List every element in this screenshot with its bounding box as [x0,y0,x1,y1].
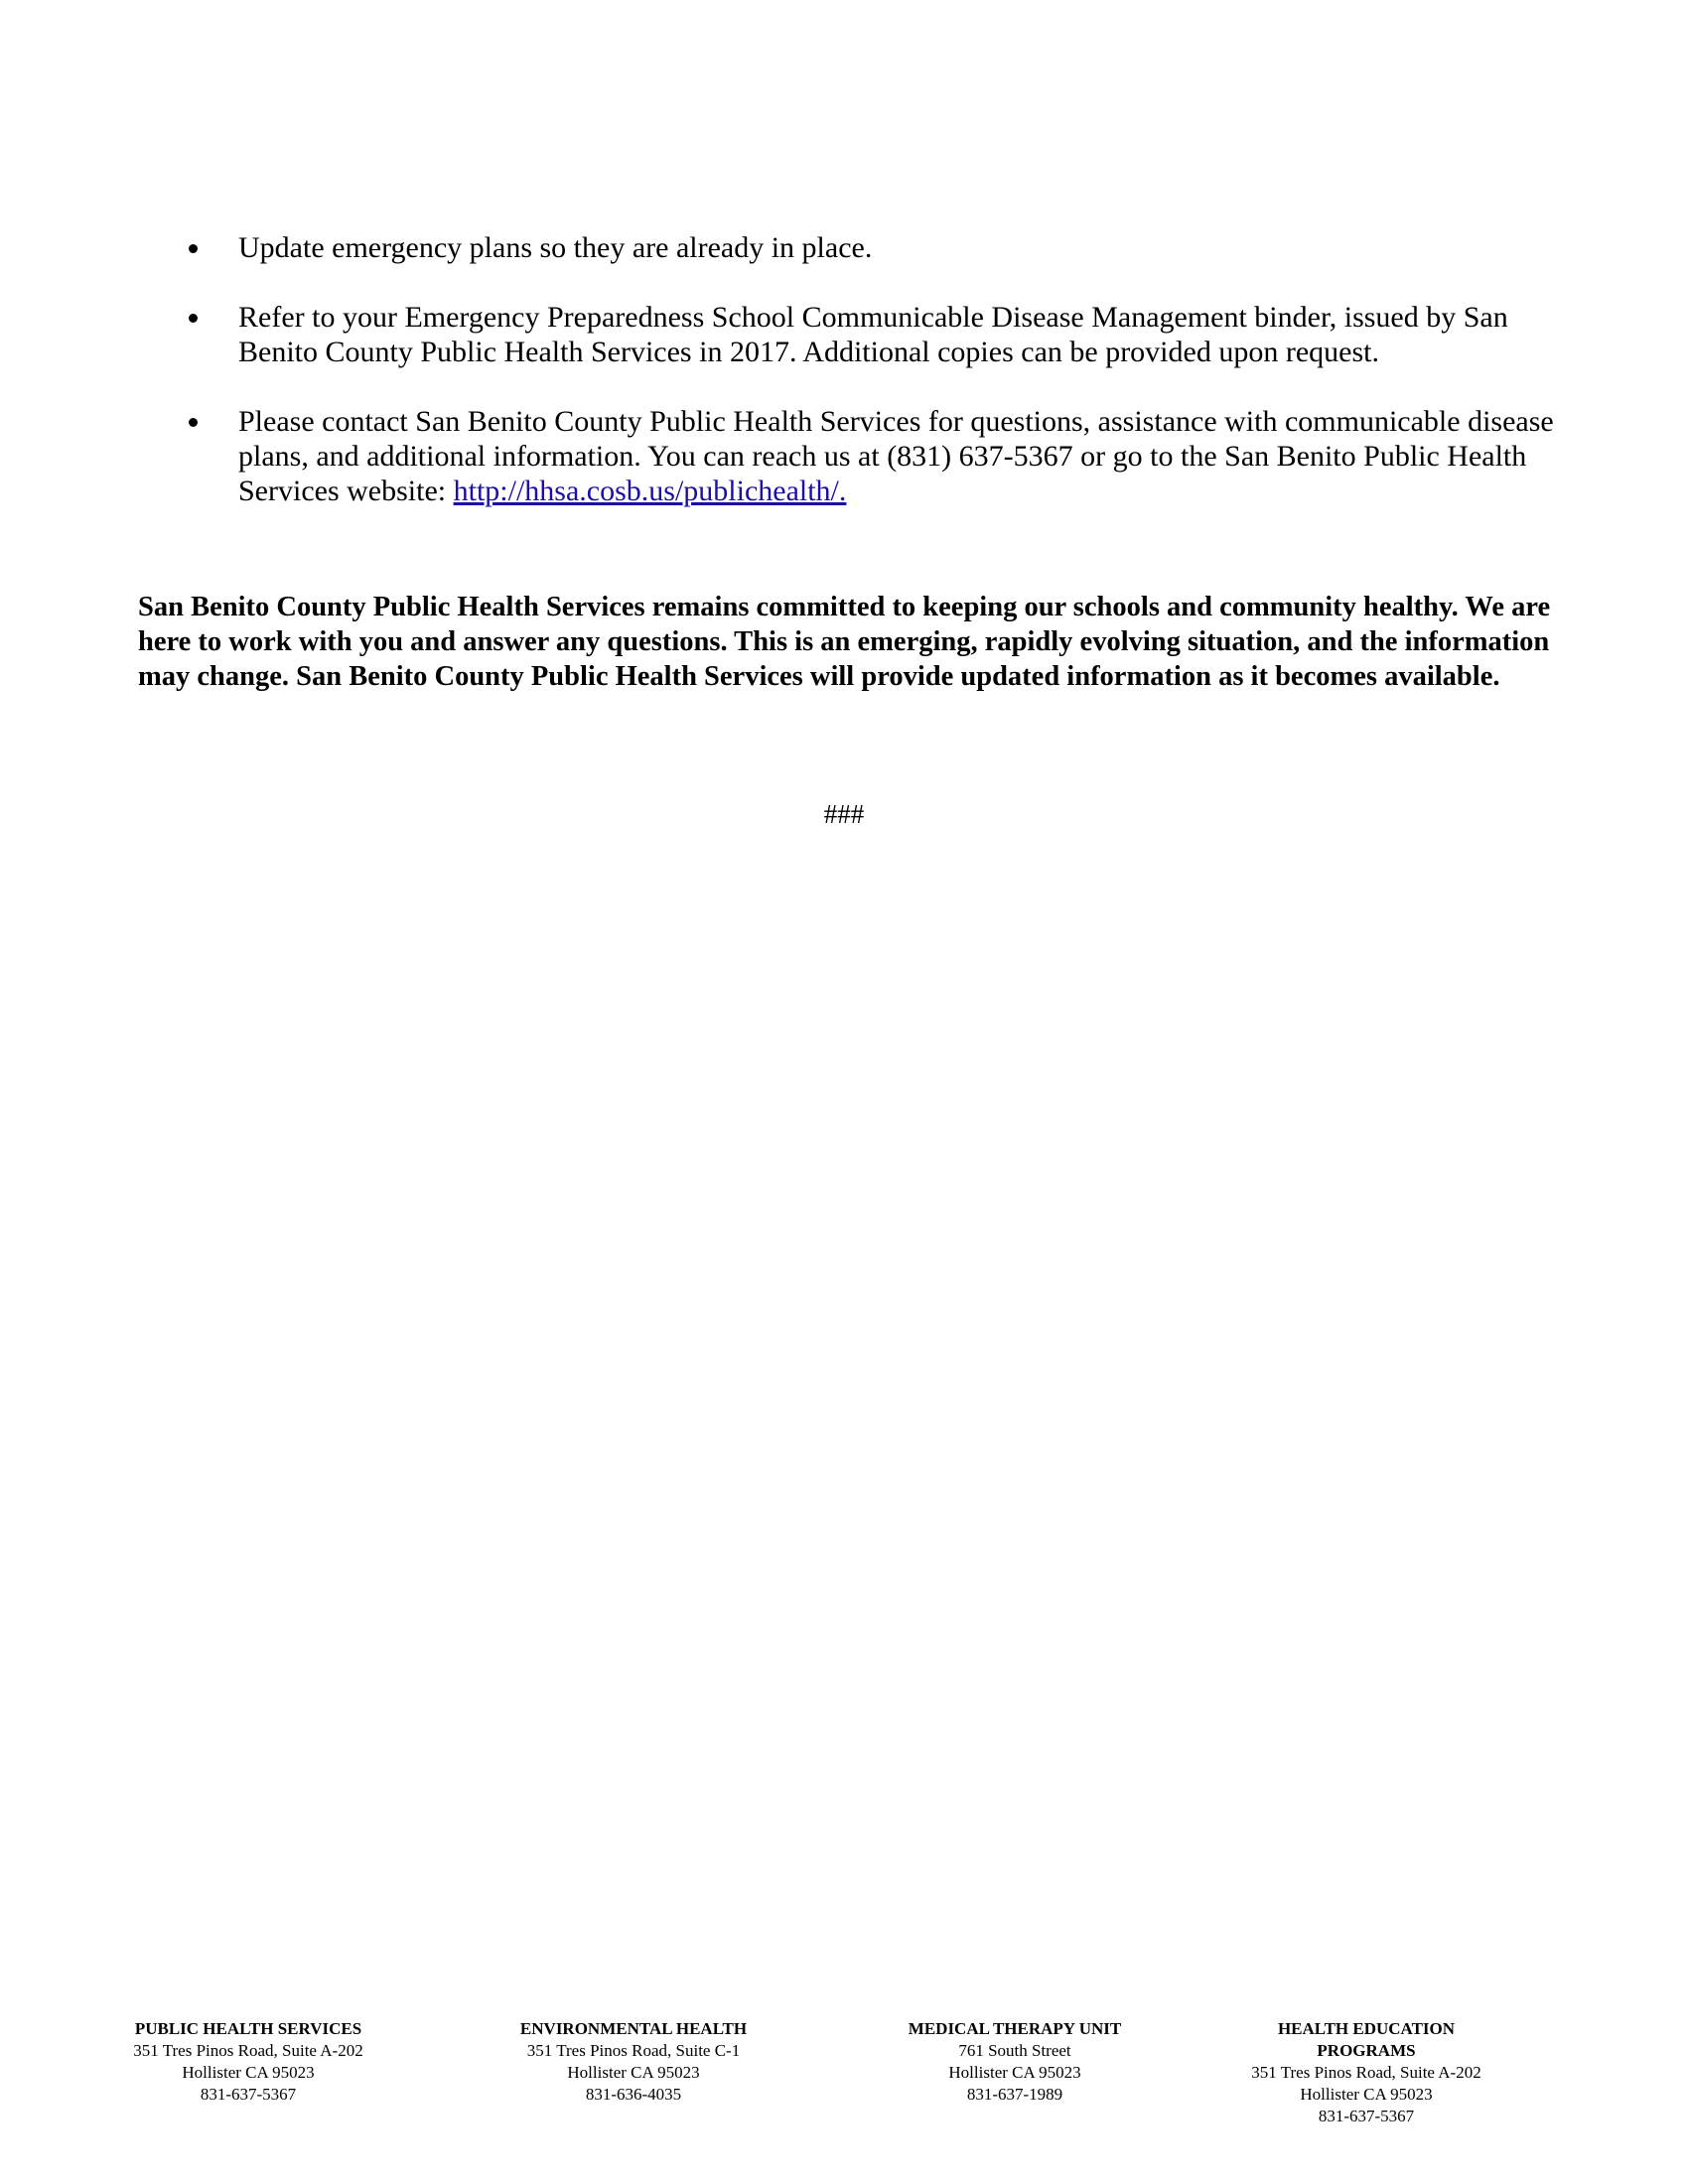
bullet-dot-icon [189,244,198,253]
bullet-dot-icon [189,418,198,427]
bullet-item-update-plans [189,230,1559,265]
footer-city: Hollister CA 95023 [1300,2085,1433,2104]
bullet-text: Refer to your Emergency Preparedness School Communicable Disease Management binder, issued by San Benito County Public Health Services in 2017. Additional copies can be provided upon request. [238,301,1508,368]
footer-address: 351 Tres Pinos Road, Suite A-202 [1251,2063,1481,2082]
bullet-list [189,230,1559,543]
footer-heading: MEDICAL THERAPY UNIT [908,2019,1122,2038]
footer-city: Hollister CA 95023 [567,2063,700,2082]
footer-phone: 831-636-4035 [585,2085,682,2104]
footer-medical-therapy-unit [846,2018,1184,2106]
footer-health-education-programs [1197,2018,1535,2127]
footer-environmental-health [465,2018,802,2106]
footer-address: 351 Tres Pinos Road, Suite C-1 [526,2041,741,2060]
footer-city: Hollister CA 95023 [182,2063,315,2082]
footer-heading: HEALTH EDUCATION PROGRAMS [1277,2019,1456,2060]
footer-city: Hollister CA 95023 [948,2063,1081,2082]
end-mark: ### [823,799,865,829]
bullet-dot-icon [189,314,198,323]
footer-phone: 831-637-5367 [200,2085,297,2104]
footer-phone: 831-637-5367 [1318,2107,1415,2125]
footer-heading: ENVIRONMENTAL HEALTH [519,2019,748,2038]
footer-address: 761 South Street [958,2041,1071,2060]
public-health-website-link[interactable]: http://hhsa.cosb.us/publichealth/. [453,475,847,507]
bullet-text: Update emergency plans so they are already in place. [238,231,873,264]
footer-heading: PUBLIC HEALTH SERVICES [134,2019,362,2038]
bullet-item-contact [189,404,1559,508]
bullet-item-refer-binder [189,300,1559,369]
footer [0,2018,1688,2137]
footer-phone: 831-637-1989 [966,2085,1063,2104]
footer-public-health-services [79,2018,417,2106]
closing-statement: San Benito County Public Health Services remains committed to keeping our schools and community healthy. We are here to work with you and answer any questions. This is an emerging, rapidly evolving situation, and the information may change. San Benito County Public Health Services will provide updated information as it becomes available. [138,592,1551,692]
bullet-text: Please contact San Benito County Public Health Services for questions, assistance with communicable disease plans, and additional information. You can reach us at (831) 637-5367 or go to the San Benito Public Health Services website: [238,405,1554,507]
footer-address: 351 Tres Pinos Road, Suite A-202 [133,2041,363,2060]
